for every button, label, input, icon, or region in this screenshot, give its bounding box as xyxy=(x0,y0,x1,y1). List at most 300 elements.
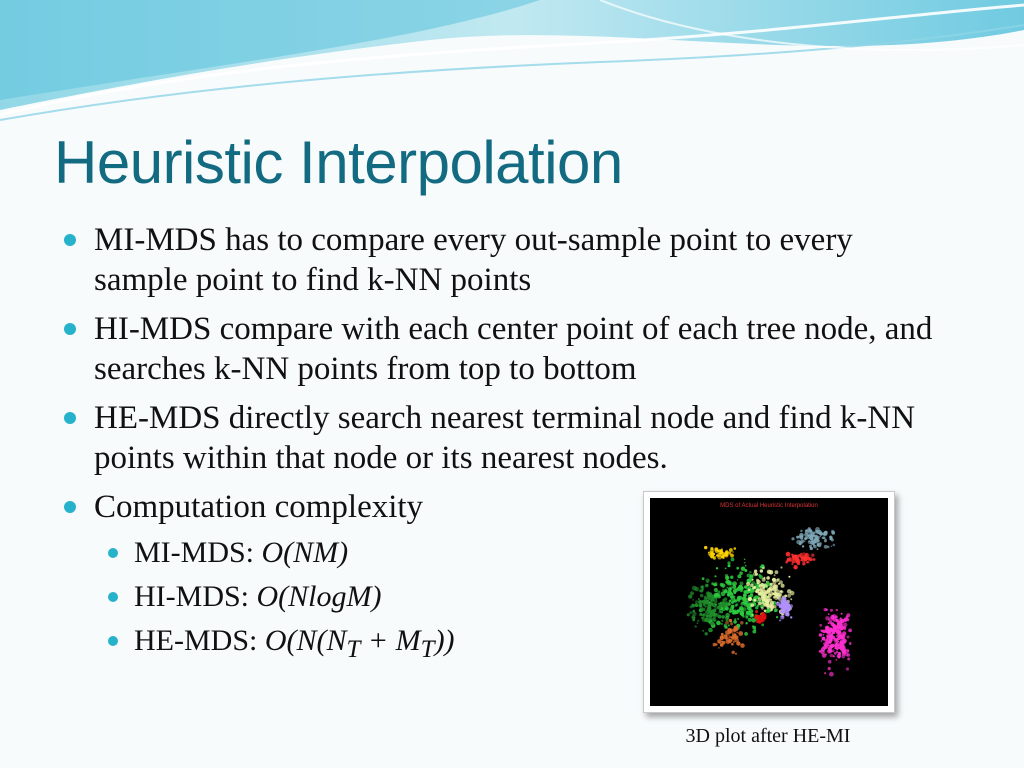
plot-point xyxy=(725,630,729,634)
plot-point xyxy=(746,582,750,586)
plot-point xyxy=(810,547,813,550)
plot-point xyxy=(766,585,768,587)
bullet-mi-mds xyxy=(60,220,950,300)
plot-point xyxy=(824,639,826,641)
plot-point xyxy=(813,545,817,549)
plot-point xyxy=(725,639,727,641)
plot-point xyxy=(744,590,747,593)
plot-point xyxy=(821,630,824,633)
plot-point xyxy=(817,548,819,550)
plot-point xyxy=(723,604,725,606)
plot-point xyxy=(831,644,835,648)
plot-point xyxy=(780,615,784,619)
plot-point xyxy=(828,630,831,633)
plot-point xyxy=(734,630,736,632)
plot-point xyxy=(786,603,791,608)
plot-point xyxy=(718,615,722,619)
complexity-label: HI-MDS: xyxy=(134,580,257,613)
plot-point xyxy=(748,588,751,591)
plot-point xyxy=(757,583,759,585)
plot-point xyxy=(819,532,823,536)
plot-point xyxy=(732,610,737,615)
plot-point xyxy=(750,584,753,587)
plot-point xyxy=(733,620,737,624)
plot-point xyxy=(727,594,730,597)
plot-point xyxy=(744,562,746,564)
plot-point xyxy=(828,660,832,664)
plot-point xyxy=(703,604,705,606)
plot-point xyxy=(721,641,723,643)
plot-point xyxy=(713,583,716,586)
plot-point xyxy=(731,643,734,646)
plot-point xyxy=(732,633,736,637)
plot-point xyxy=(731,601,734,604)
plot-point xyxy=(755,610,758,613)
plot-point xyxy=(762,578,766,582)
plot-point xyxy=(724,634,727,637)
plot-point xyxy=(748,597,752,601)
plot-point xyxy=(821,640,823,642)
sub-bullet-dot-icon xyxy=(108,636,118,646)
plot-point xyxy=(713,643,717,647)
figure-caption: 3D plot after HE-MI xyxy=(685,725,851,747)
plot-point xyxy=(833,638,837,642)
plot-point xyxy=(847,658,850,661)
plot-point xyxy=(831,545,833,547)
plot-point xyxy=(835,659,837,661)
plot-point xyxy=(729,619,732,622)
plot-point xyxy=(731,636,733,638)
plot-point xyxy=(830,654,834,658)
plot-point xyxy=(808,527,811,530)
formula-subscript: T xyxy=(420,636,435,663)
plot-point xyxy=(830,636,832,638)
plot-point xyxy=(843,622,847,626)
plot-point xyxy=(778,597,780,599)
plot-point xyxy=(688,595,692,599)
plot-point xyxy=(739,586,743,590)
plot-point xyxy=(749,571,751,573)
plot-point xyxy=(720,636,724,640)
scatter-plot-picture xyxy=(650,498,888,706)
plot-point xyxy=(756,620,758,622)
plot-point xyxy=(744,559,746,561)
plot-point xyxy=(779,619,781,621)
formula-subscript: T xyxy=(346,636,361,663)
plot-point xyxy=(813,558,816,561)
plot-point xyxy=(722,589,725,592)
plot-point xyxy=(711,598,715,602)
plot-point xyxy=(743,600,747,604)
plot-point xyxy=(840,640,843,643)
plot-point xyxy=(695,604,698,607)
sub-bullet-dot-icon xyxy=(108,548,118,558)
plot-point xyxy=(758,602,762,606)
plot-point xyxy=(740,611,745,616)
plot-point xyxy=(772,587,777,592)
plot-point xyxy=(718,647,720,649)
plot-point xyxy=(773,605,776,608)
plot-point xyxy=(752,587,755,590)
plot-point xyxy=(782,608,784,610)
plot-point xyxy=(803,557,807,561)
plot-point xyxy=(729,548,733,552)
plot-point xyxy=(824,540,827,543)
complexity-label: HE-MDS: xyxy=(134,624,265,657)
plot-point xyxy=(766,581,768,583)
plot-point xyxy=(773,596,776,599)
plot-point xyxy=(828,648,832,652)
plot-point xyxy=(721,623,723,625)
plot-point xyxy=(807,535,809,537)
plot-point xyxy=(780,566,782,568)
plot-point xyxy=(717,595,721,599)
plot-point xyxy=(701,590,703,592)
plot-point xyxy=(708,552,710,554)
plot-point xyxy=(723,608,725,610)
plot-point xyxy=(773,592,777,596)
plot-point xyxy=(721,555,724,558)
plot-point xyxy=(736,641,740,645)
plot-point xyxy=(757,615,760,618)
plot-point xyxy=(740,621,744,625)
plot-point xyxy=(738,631,743,636)
plot-point xyxy=(844,628,846,630)
plot-point xyxy=(841,636,844,639)
plot-point xyxy=(790,616,792,618)
bullet-dot-icon xyxy=(64,234,76,246)
plot-point xyxy=(755,591,757,593)
plot-point xyxy=(823,533,826,536)
plot-point xyxy=(788,576,790,578)
plot-point xyxy=(786,552,791,557)
plot-point xyxy=(737,618,739,620)
plot-point xyxy=(737,574,741,578)
plot-point xyxy=(838,653,841,656)
plot-point xyxy=(847,636,850,639)
plot-point xyxy=(754,570,757,573)
bullet-dot-icon xyxy=(64,412,76,424)
plot-point xyxy=(834,629,837,632)
plot-point xyxy=(728,564,731,567)
plot-point xyxy=(734,591,737,594)
plot-point xyxy=(759,588,763,592)
plot-point xyxy=(758,574,761,577)
plot-point xyxy=(727,561,730,564)
3d-plot-image xyxy=(650,498,888,706)
plot-point xyxy=(766,604,769,607)
plot-point xyxy=(846,613,850,617)
plot-point xyxy=(744,585,747,588)
plot-point xyxy=(735,600,737,602)
plot-point xyxy=(832,532,835,535)
plot-point xyxy=(704,596,708,600)
plot-point xyxy=(726,619,729,622)
plot-point xyxy=(721,583,725,587)
plot-point xyxy=(734,547,737,550)
plot-point xyxy=(728,632,730,634)
plot-point xyxy=(713,553,716,556)
plot-point xyxy=(836,635,839,638)
plot-point xyxy=(802,562,805,565)
plot-point xyxy=(837,633,839,635)
plot-point xyxy=(708,592,712,596)
plot-point xyxy=(830,609,833,612)
plot-point xyxy=(835,615,838,618)
plot-point xyxy=(745,616,748,619)
plot-point xyxy=(705,632,708,635)
plot-point xyxy=(841,655,845,659)
plot-point xyxy=(716,567,718,569)
plot-point xyxy=(786,607,790,611)
plot-point xyxy=(692,599,694,601)
complexity-formula: O(NlogM) xyxy=(256,580,382,613)
plot-point xyxy=(767,590,769,592)
plot-point xyxy=(829,672,834,677)
plot-point xyxy=(697,620,699,622)
plot-point xyxy=(730,607,732,609)
plot-point xyxy=(760,566,763,569)
plot-point xyxy=(698,598,700,600)
plot-point xyxy=(732,551,734,553)
plot-point xyxy=(701,617,704,620)
plot-point xyxy=(733,596,735,598)
plot-point xyxy=(753,599,756,602)
plot-point xyxy=(776,616,778,618)
plot-point xyxy=(811,559,813,561)
plot-point xyxy=(769,588,772,591)
plot-point xyxy=(791,554,793,556)
plot-point xyxy=(701,610,703,612)
plot-point xyxy=(838,623,840,625)
plot-point xyxy=(776,602,780,606)
plot-point xyxy=(775,570,779,574)
plot-point xyxy=(731,558,735,562)
plot-point xyxy=(730,576,733,579)
plot-point xyxy=(826,626,829,629)
sub-bullet-dot-icon xyxy=(108,592,118,602)
plot-point xyxy=(774,608,778,612)
plot-point xyxy=(828,642,830,644)
plot-point xyxy=(697,622,699,624)
plot-point xyxy=(775,579,778,582)
bullet-text: HE-MDS directly search nearest terminal node and find k-NN points within that node or its nearest nodes. xyxy=(94,400,916,476)
plot-point xyxy=(848,629,852,633)
plot-point xyxy=(842,631,846,635)
plot-point xyxy=(760,583,764,587)
plot-point xyxy=(748,618,752,622)
plot-point xyxy=(754,628,757,631)
plot-point xyxy=(687,613,690,616)
plot-point xyxy=(800,530,803,533)
plot-point xyxy=(810,537,812,539)
plot-point xyxy=(743,593,747,597)
plot-point xyxy=(716,584,718,586)
plot-point xyxy=(829,537,832,540)
plot-point xyxy=(823,645,827,649)
plot-point xyxy=(770,583,773,586)
plot-point xyxy=(735,653,737,655)
header-wave-decoration xyxy=(0,0,1024,130)
plot-point xyxy=(750,603,754,607)
plot-point xyxy=(752,625,754,627)
plot-point xyxy=(746,623,748,625)
plot-point xyxy=(728,624,730,626)
plot-point xyxy=(732,651,735,654)
plot-point xyxy=(847,650,850,653)
figure-inner-title: MDS of Actual Heuristic Interpolation xyxy=(720,503,818,509)
plot-point xyxy=(730,622,733,625)
bullet-hi-mds xyxy=(60,309,950,389)
plot-point xyxy=(841,613,843,615)
plot-point xyxy=(804,537,807,540)
plot-point xyxy=(781,600,784,603)
bullet-text: MI-MDS has to compare every out-sample point to every sample point to find k-NN points xyxy=(94,222,853,298)
plot-point xyxy=(737,599,740,602)
bullet-dot-icon xyxy=(64,323,76,335)
plot-point xyxy=(736,567,739,570)
plot-point xyxy=(692,612,696,616)
plot-point xyxy=(761,624,764,627)
plot-point xyxy=(792,561,795,564)
plot-point xyxy=(761,607,764,610)
plot-point xyxy=(766,576,770,580)
plot-point xyxy=(727,638,729,640)
plot-point xyxy=(755,573,758,576)
plot-point xyxy=(708,611,710,613)
plot-point xyxy=(725,638,727,640)
plot-point xyxy=(815,530,818,533)
plot-point xyxy=(799,555,803,559)
plot-point xyxy=(704,546,707,549)
plot-point xyxy=(721,633,724,636)
plot-point xyxy=(802,545,804,547)
plot-point xyxy=(764,610,767,613)
plot-point xyxy=(764,598,769,603)
plot-point xyxy=(737,609,740,612)
bullet-text: Computation complexity xyxy=(94,489,424,525)
plot-point xyxy=(706,579,710,583)
plot-point xyxy=(744,632,748,636)
plot-point xyxy=(714,575,716,577)
plot-point xyxy=(758,597,762,601)
plot-point xyxy=(770,605,772,607)
plot-point xyxy=(707,600,709,602)
plot-point xyxy=(729,600,732,603)
plot-point xyxy=(799,541,803,545)
plot-point xyxy=(725,641,727,643)
plot-point xyxy=(740,643,745,648)
plot-point xyxy=(829,621,832,624)
formula-part: O(N(N xyxy=(264,624,347,657)
plot-point xyxy=(710,621,714,625)
plot-point xyxy=(729,640,732,643)
plot-point xyxy=(811,534,814,537)
plot-point xyxy=(750,593,753,596)
plot-point xyxy=(847,653,851,657)
plot-point xyxy=(846,667,849,670)
plot-point xyxy=(825,608,828,611)
plot-point xyxy=(812,539,817,544)
plot-point xyxy=(715,598,717,600)
plot-point xyxy=(704,602,706,604)
plot-point xyxy=(760,592,762,594)
plot-point xyxy=(705,584,709,588)
plot-point xyxy=(699,613,702,616)
plot-point xyxy=(836,609,838,611)
plot-point xyxy=(740,582,744,586)
plot-point xyxy=(780,590,783,593)
plot-point xyxy=(793,565,797,569)
plot-point xyxy=(712,596,714,598)
plot-point xyxy=(826,639,829,642)
figure-frame xyxy=(643,491,895,713)
plot-point xyxy=(727,592,729,594)
plot-point xyxy=(730,609,732,611)
plot-point xyxy=(737,624,739,626)
plot-point xyxy=(702,577,705,580)
formula-part: )) xyxy=(434,624,455,657)
plot-point xyxy=(787,558,791,562)
plot-point xyxy=(779,580,783,584)
plot-point xyxy=(800,553,802,555)
slide-title: Heuristic Interpolation xyxy=(54,129,623,196)
plot-point xyxy=(760,569,763,572)
plot-point xyxy=(710,547,713,550)
plot-point xyxy=(721,615,725,619)
plot-point xyxy=(726,580,730,584)
plot-point xyxy=(709,615,712,618)
plot-point xyxy=(725,568,727,570)
plot-point xyxy=(807,561,810,564)
plot-point xyxy=(752,579,754,581)
complexity-formula xyxy=(264,624,455,663)
plot-point xyxy=(762,567,765,570)
plot-point xyxy=(822,638,824,640)
plot-point xyxy=(769,570,774,575)
plot-point xyxy=(706,619,710,623)
plot-point xyxy=(820,650,824,654)
plot-point xyxy=(717,606,721,610)
plot-point xyxy=(735,604,738,607)
plot-point xyxy=(716,621,721,626)
plot-point xyxy=(745,598,747,600)
plot-point xyxy=(828,613,830,615)
plot-point xyxy=(817,543,822,548)
plot-point xyxy=(744,569,747,572)
plot-point xyxy=(831,634,833,636)
plot-point xyxy=(781,609,785,613)
plot-point xyxy=(730,554,734,558)
plot-point xyxy=(695,600,699,604)
plot-point xyxy=(736,632,738,634)
plot-point xyxy=(849,642,852,645)
bullet-dot-icon xyxy=(64,501,76,513)
plot-point xyxy=(832,618,834,620)
plot-point xyxy=(732,585,736,589)
plot-point xyxy=(836,651,838,653)
plot-point xyxy=(819,624,822,627)
plot-point xyxy=(781,605,784,608)
plot-point xyxy=(722,599,725,602)
plot-point xyxy=(707,606,711,610)
plot-point xyxy=(838,656,841,659)
plot-point xyxy=(811,554,814,557)
plot-point xyxy=(709,553,713,557)
plot-point xyxy=(843,646,845,648)
plot-point xyxy=(805,529,808,532)
formula-part: + M xyxy=(360,624,421,657)
